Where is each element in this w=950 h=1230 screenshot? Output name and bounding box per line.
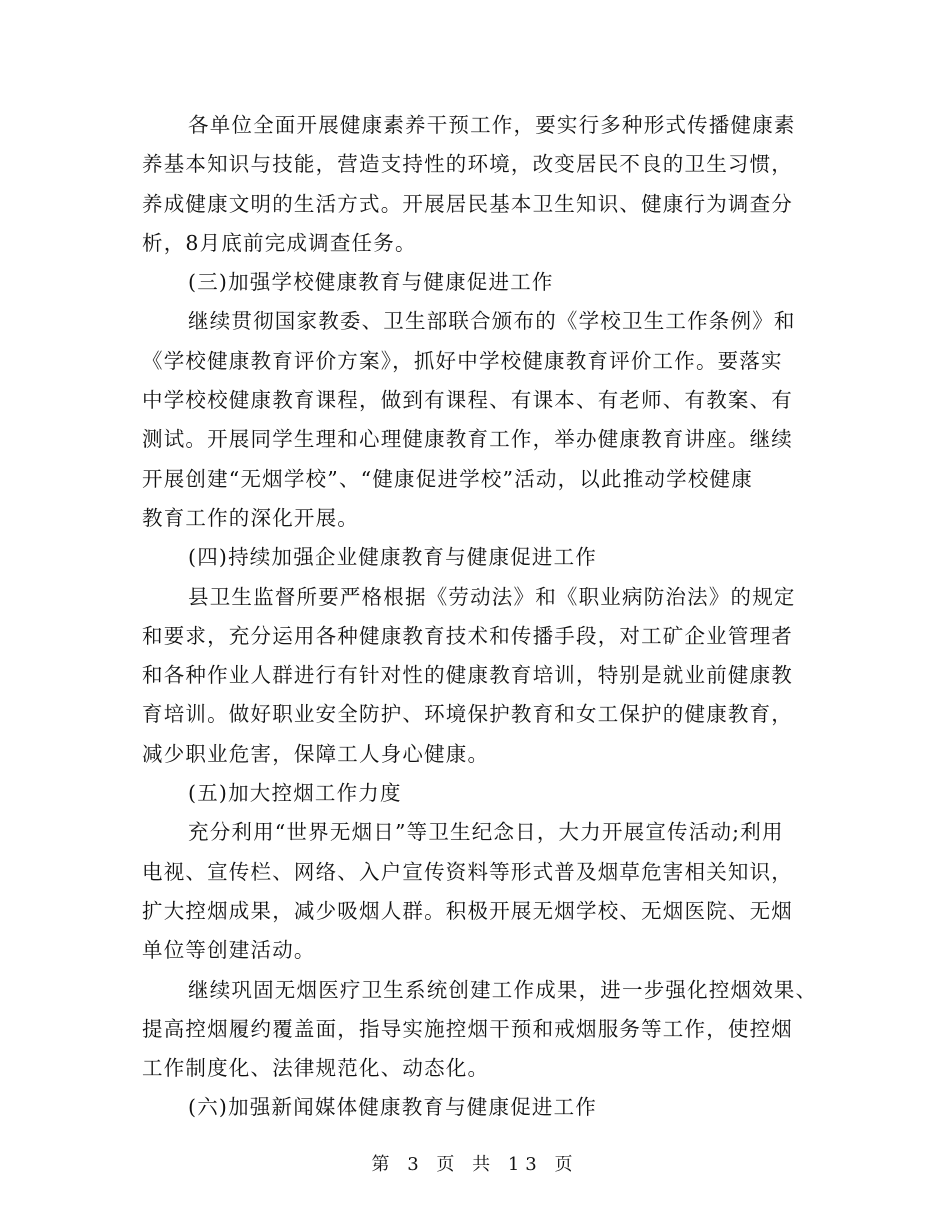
paragraph-first-line: (五)加大控烟工作力度 [188, 781, 402, 806]
paragraph-first-line: 继续贯彻国家教委、卫生部联合颁布的《学校卫生工作条例》和 [188, 309, 796, 334]
paragraph-line: 单位等创建活动。 [142, 938, 316, 963]
paragraph-line: 减少职业危害，保障工人身心健康。 [142, 741, 490, 766]
page-number-footer: 第 3 页 共 13 页 [371, 1154, 579, 1175]
paragraph-line: 育培训。做好职业安全防护、环境保护教育和女工保护的健康教育， [142, 702, 793, 727]
paragraph-line: 电视、宣传栏、网络、入户宣传资料等形式普及烟草危害相关知识， [142, 859, 793, 884]
paragraph-line: 中学校校健康教育课程，做到有课程、有课本、有老师、有教案、有 [142, 388, 793, 413]
paragraph-line: 养成健康文明的生活方式。开展居民基本卫生知识、健康行为调查分 [142, 191, 793, 216]
paragraph-line: 扩大控烟成果，减少吸烟人群。积极开展无烟学校、无烟医院、无烟 [142, 898, 793, 923]
paragraph-line: 养基本知识与技能，营造支持性的环境，改变居民不良的卫生习惯， [142, 152, 793, 177]
paragraph-line: 《学校健康教育评价方案》，抓好中学校健康教育评价工作。要落实 [142, 348, 783, 373]
paragraph-first-line: 各单位全面开展健康素养干预工作，要实行多种形式传播健康素 [188, 113, 796, 137]
paragraph-line: 测试。开展同学生理和心理健康教育工作，举办健康教育讲座。继续 [142, 427, 793, 452]
document-body [142, 106, 818, 1128]
paragraph-first-line: (四)持续加强企业健康教育与健康促进工作 [188, 545, 597, 570]
paragraph-first-line: 继续巩固无烟医疗卫生系统创建工作成果，进一步强化控烟效果、 [188, 977, 818, 1002]
paragraph-line: 和要求，充分运用各种健康教育技术和传播手段，对工矿企业管理者 [142, 623, 793, 648]
paragraph-line: 开展创建“无烟学校”、“健康促进学校”活动，以此推动学校健康 [142, 466, 753, 491]
paragraph-first-line: (六)加强新闻媒体健康教育与健康促进工作 [188, 1095, 597, 1120]
paragraph-line: 教育工作的深化开展。 [142, 505, 359, 530]
paragraph-line: 提高控烟履约覆盖面，指导实施控烟干预和戒烟服务等工作，使控烟 [142, 1016, 793, 1041]
paragraph-line: 和各种作业人群进行有针对性的健康教育培训，特别是就业前健康教 [142, 663, 793, 688]
paragraph-line: 析，8月底前完成调查任务。 [142, 230, 417, 255]
paragraph-first-line: 充分利用“世界无烟日”等卫生纪念日，大力开展宣传活动;利用 [188, 820, 784, 845]
paragraph-line: 工作制度化、法律规范化、动态化。 [142, 1056, 490, 1081]
paragraph-first-line: (三)加强学校健康教育与健康促进工作 [188, 270, 554, 295]
paragraph-first-line: 县卫生监督所要严格根据《劳动法》和《职业病防治法》的规定 [188, 584, 796, 609]
